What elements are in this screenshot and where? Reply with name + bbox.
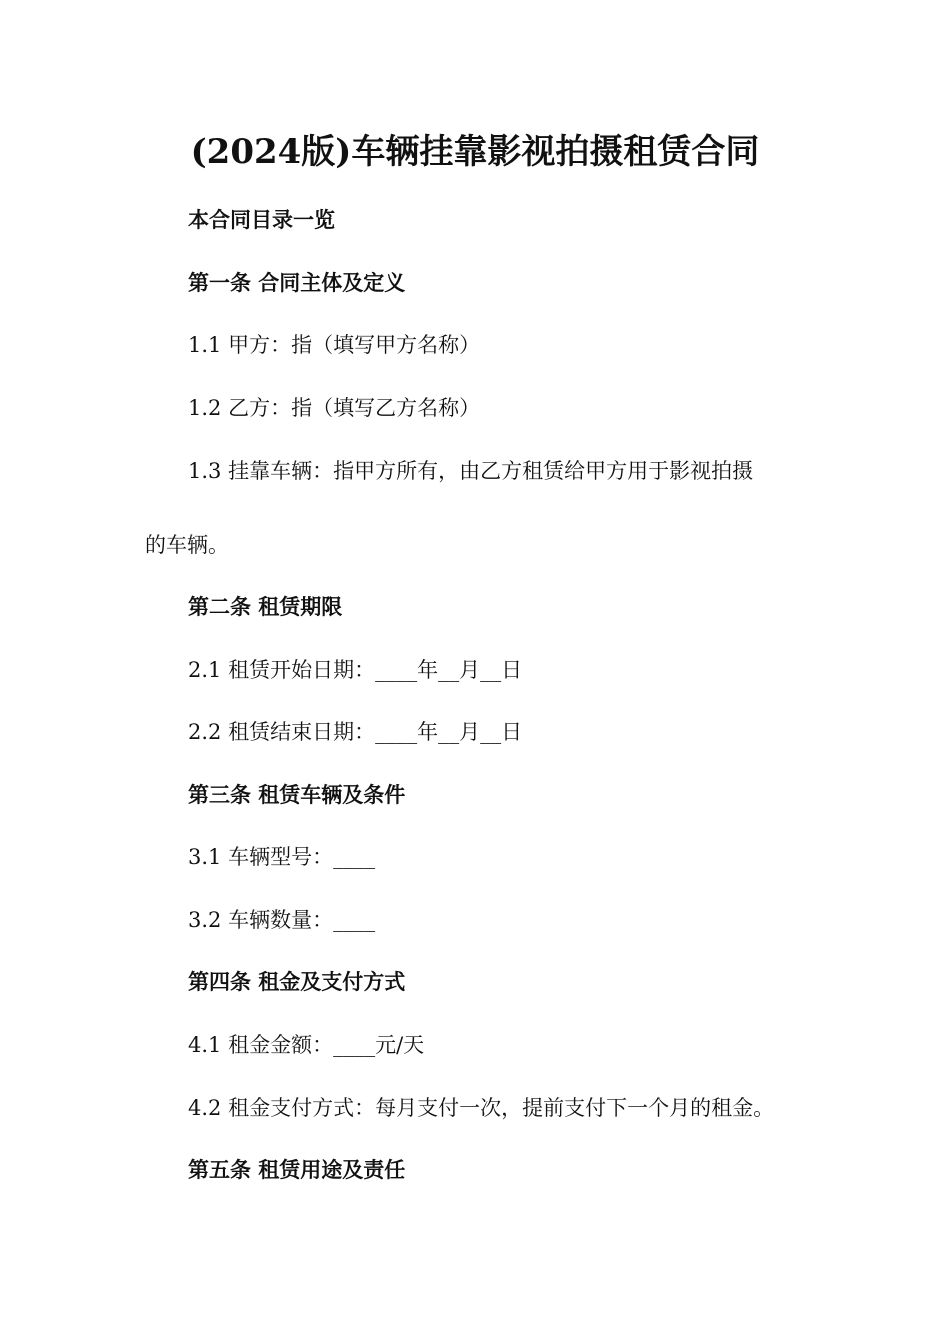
- clause-1-3-continued: 的车辆。: [145, 533, 229, 557]
- section-heading-4: 第四条 租金及支付方式: [188, 970, 406, 994]
- toc-heading: 本合同目录一览: [188, 208, 335, 232]
- clause-3-1: 3.1 车辆型号：____: [188, 845, 376, 869]
- clause-1-2: 1.2 乙方：指（填写乙方名称）: [188, 396, 481, 420]
- section-heading-1: 第一条 合同主体及定义: [188, 271, 406, 295]
- clause-4-1: 4.1 租金金额：____元/天: [188, 1033, 425, 1057]
- section-heading-2: 第二条 租赁期限: [188, 595, 343, 619]
- clause-2-1: 2.1 租赁开始日期：____年__月__日: [188, 658, 523, 682]
- clause-1-1: 1.1 甲方：指（填写甲方名称）: [188, 333, 481, 357]
- section-heading-5: 第五条 租赁用途及责任: [188, 1158, 406, 1182]
- clause-2-2: 2.2 租赁结束日期：____年__月__日: [188, 720, 523, 744]
- document-title: (2024版)车辆挂靠影视拍摄租赁合同: [190, 132, 760, 172]
- clause-3-2: 3.2 车辆数量：____: [188, 908, 376, 932]
- clause-1-3: 1.3 挂靠车辆：指甲方所有，由乙方租赁给甲方用于影视拍摄: [188, 459, 754, 483]
- section-heading-3: 第三条 租赁车辆及条件: [188, 783, 406, 807]
- clause-4-2: 4.2 租金支付方式：每月支付一次，提前支付下一个月的租金。: [188, 1096, 775, 1120]
